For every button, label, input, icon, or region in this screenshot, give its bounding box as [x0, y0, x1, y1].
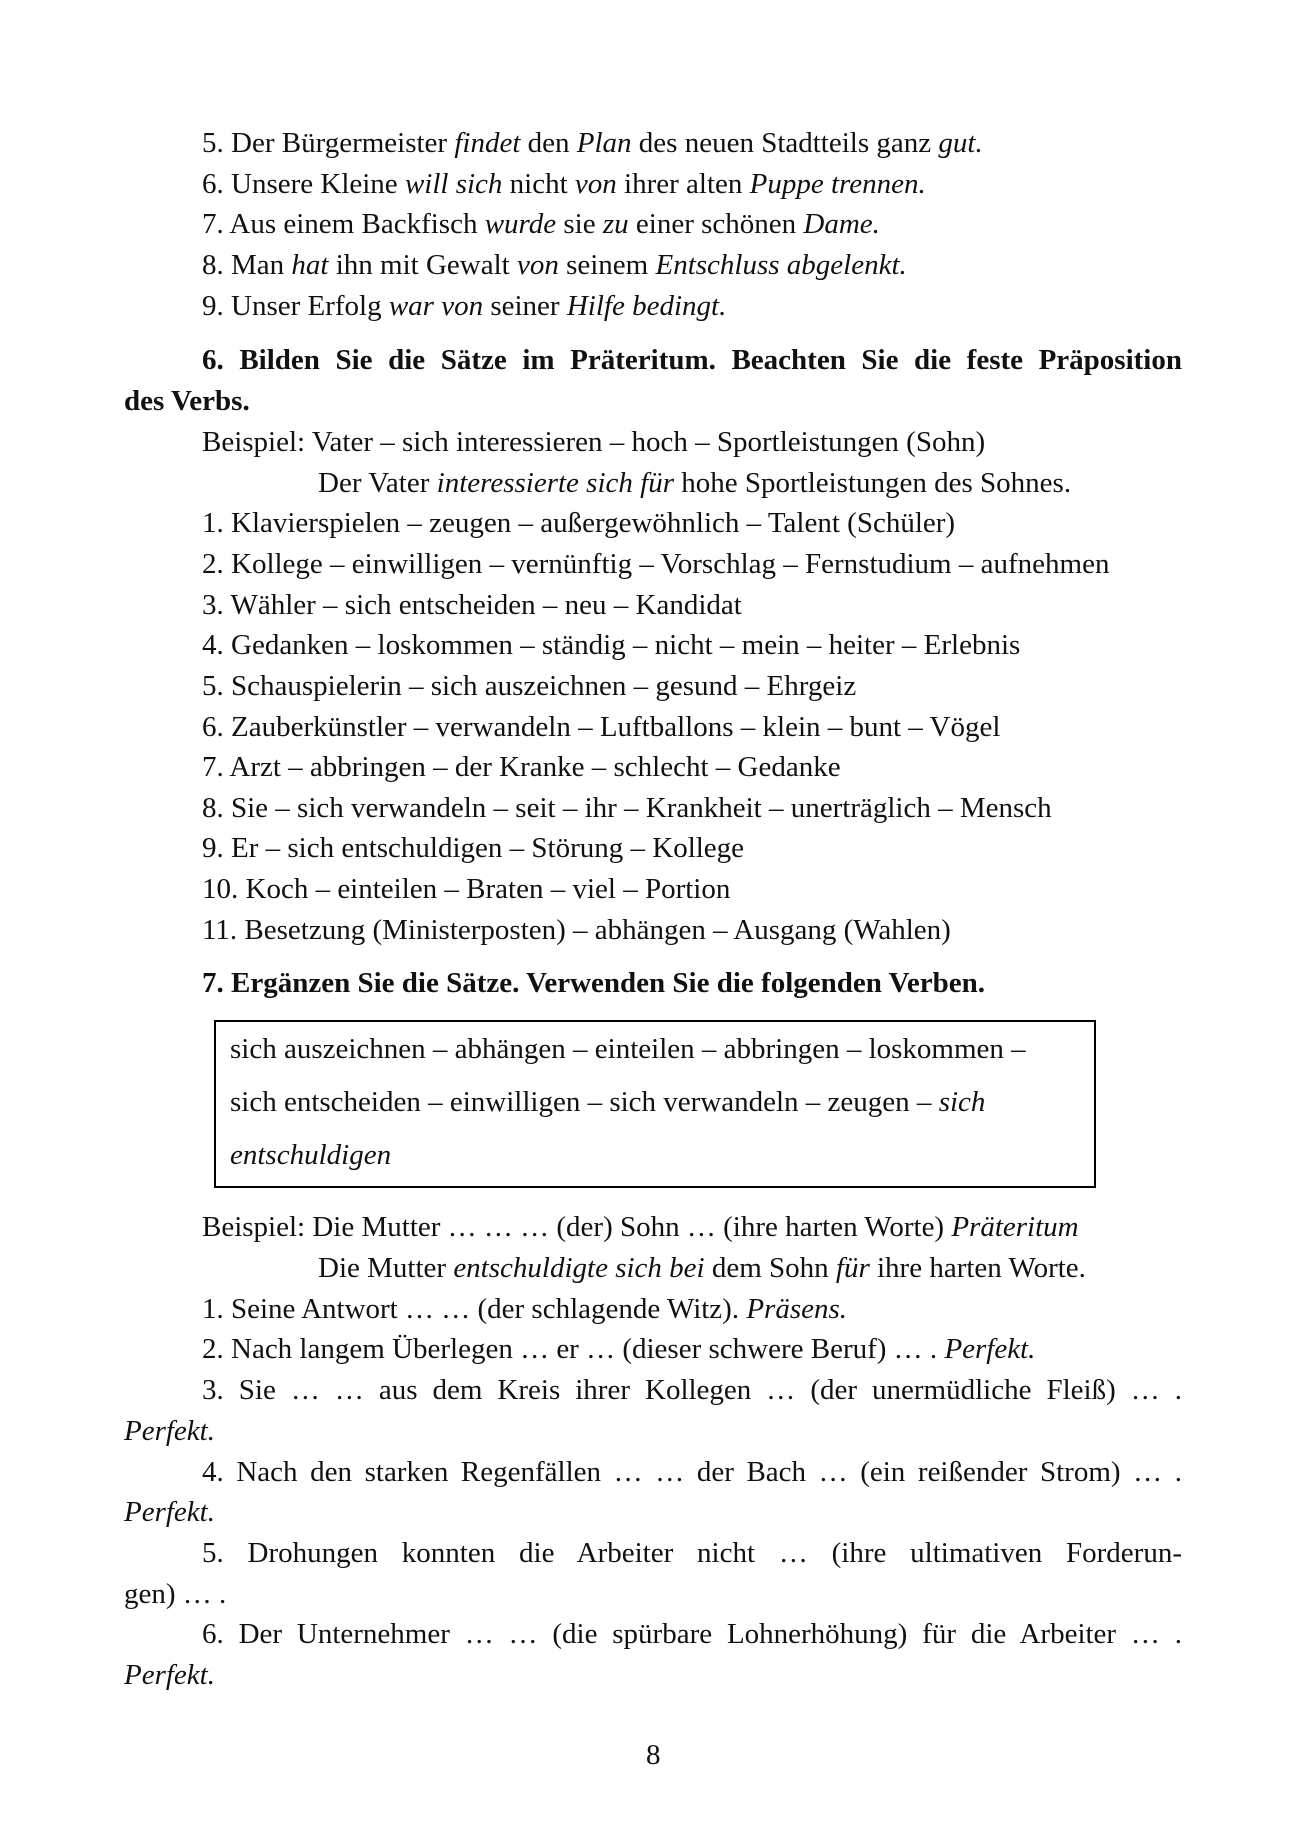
- page-number: 8: [646, 1739, 661, 1771]
- task7-item-3-tense: Perfekt.: [124, 1415, 215, 1447]
- task7-heading: 7. Ergänzen Sie die Sätze. Verwenden Sie die folgenden Verben.: [202, 967, 986, 999]
- task6-item-3: 3. Wähler – sich entscheiden – neu – Kandidat: [202, 589, 742, 621]
- task6-item-2: 2. Kollege – einwilligen – vernünftig – Vorschlag – Fernstudium – aufnehmen: [202, 548, 1110, 580]
- task6-item-10: 10. Koch – einteilen – Braten – viel – Portion: [202, 873, 731, 905]
- task6-item-4: 4. Gedanken – loskommen – ständig – nicht – mein – heiter – Erlebnis: [202, 629, 1021, 661]
- task7-item-1: 1. Seine Antwort … … (der schlagende Witz). Präsens.: [202, 1293, 848, 1325]
- task6-example-prompt: Beispiel: Vater – sich interessieren – hoch – Sportleistungen (Sohn): [202, 426, 986, 458]
- task6-item-1: 1. Klavierspielen – zeugen – außergewöhnlich – Talent (Schüler): [202, 507, 956, 539]
- task6-item-8: 8. Sie – sich verwandeln – seit – ihr – Krankheit – unerträglich – Mensch: [202, 792, 1052, 824]
- task7-item-5-continuation: gen) … .: [124, 1578, 227, 1610]
- sentence-8: 8. Man hat ihn mit Gewalt von seinem Entschluss abgelenkt.: [202, 249, 907, 281]
- task7-item-6-tense: Perfekt.: [124, 1659, 215, 1691]
- verb-box-line-3: entschuldigen: [230, 1139, 392, 1171]
- task7-item-6: 6. Der Unternehmer … … (die spürbare Lohnerhöhung) für die Arbeiter … .: [202, 1618, 1182, 1650]
- sentence-9: 9. Unser Erfolg war von seiner Hilfe bedingt.: [202, 290, 727, 322]
- task6-heading-line2: des Verbs.: [124, 385, 250, 417]
- task6-item-7: 7. Arzt – abbringen – der Kranke – schlecht – Gedanke: [202, 751, 841, 783]
- task6-example-answer: Der Vater interessierte sich für hohe Sportleistungen des Sohnes.: [318, 467, 1072, 499]
- task6-item-9: 9. Er – sich entschuldigen – Störung – Kollege: [202, 832, 745, 864]
- task6-item-11: 11. Besetzung (Ministerposten) – abhängen – Ausgang (Wahlen): [202, 914, 951, 946]
- task6-heading-line1: 6. Bilden Sie die Sätze im Präteritum. Beachten Sie die feste Präposition: [202, 344, 1182, 376]
- task7-item-4-tense: Perfekt.: [124, 1496, 215, 1528]
- task7-item-5: 5. Drohungen konnten die Arbeiter nicht … (ihre ultimativen Forderun-: [202, 1537, 1182, 1569]
- task7-item-3: 3. Sie … … aus dem Kreis ihrer Kollegen … (der unermüdliche Fleiß) … .: [202, 1374, 1182, 1406]
- task7-item-2: 2. Nach langem Überlegen … er … (dieser schwere Beruf) … . Perfekt.: [202, 1333, 1036, 1365]
- task6-item-5: 5. Schauspielerin – sich auszeichnen – gesund – Ehrgeiz: [202, 670, 857, 702]
- verb-box-line-2: sich entscheiden – einwilligen – sich verwandeln – zeugen – sich: [230, 1086, 986, 1118]
- sentence-7: 7. Aus einem Backfisch wurde sie zu einer schönen Dame.: [202, 208, 880, 240]
- sentence-5: 5. Der Bürgermeister findet den Plan des neuen Stadtteils ganz gut.: [202, 127, 983, 159]
- sentence-6: 6. Unsere Kleine will sich nicht von ihrer alten Puppe trennen.: [202, 168, 926, 200]
- task7-item-4: 4. Nach den starken Regenfällen … … der Bach … (ein reißender Strom) … .: [202, 1456, 1182, 1488]
- verb-box-line-1: sich auszeichnen – abhängen – einteilen – abbringen – loskommen –: [230, 1033, 1026, 1065]
- task7-example-prompt: Beispiel: Die Mutter … … … (der) Sohn … (ihre harten Worte) Präteritum: [202, 1211, 1079, 1243]
- task6-item-6: 6. Zauberkünstler – verwandeln – Luftballons – klein – bunt – Vögel: [202, 711, 1001, 743]
- task7-example-answer: Die Mutter entschuldigte sich bei dem Sohn für ihre harten Worte.: [318, 1252, 1086, 1284]
